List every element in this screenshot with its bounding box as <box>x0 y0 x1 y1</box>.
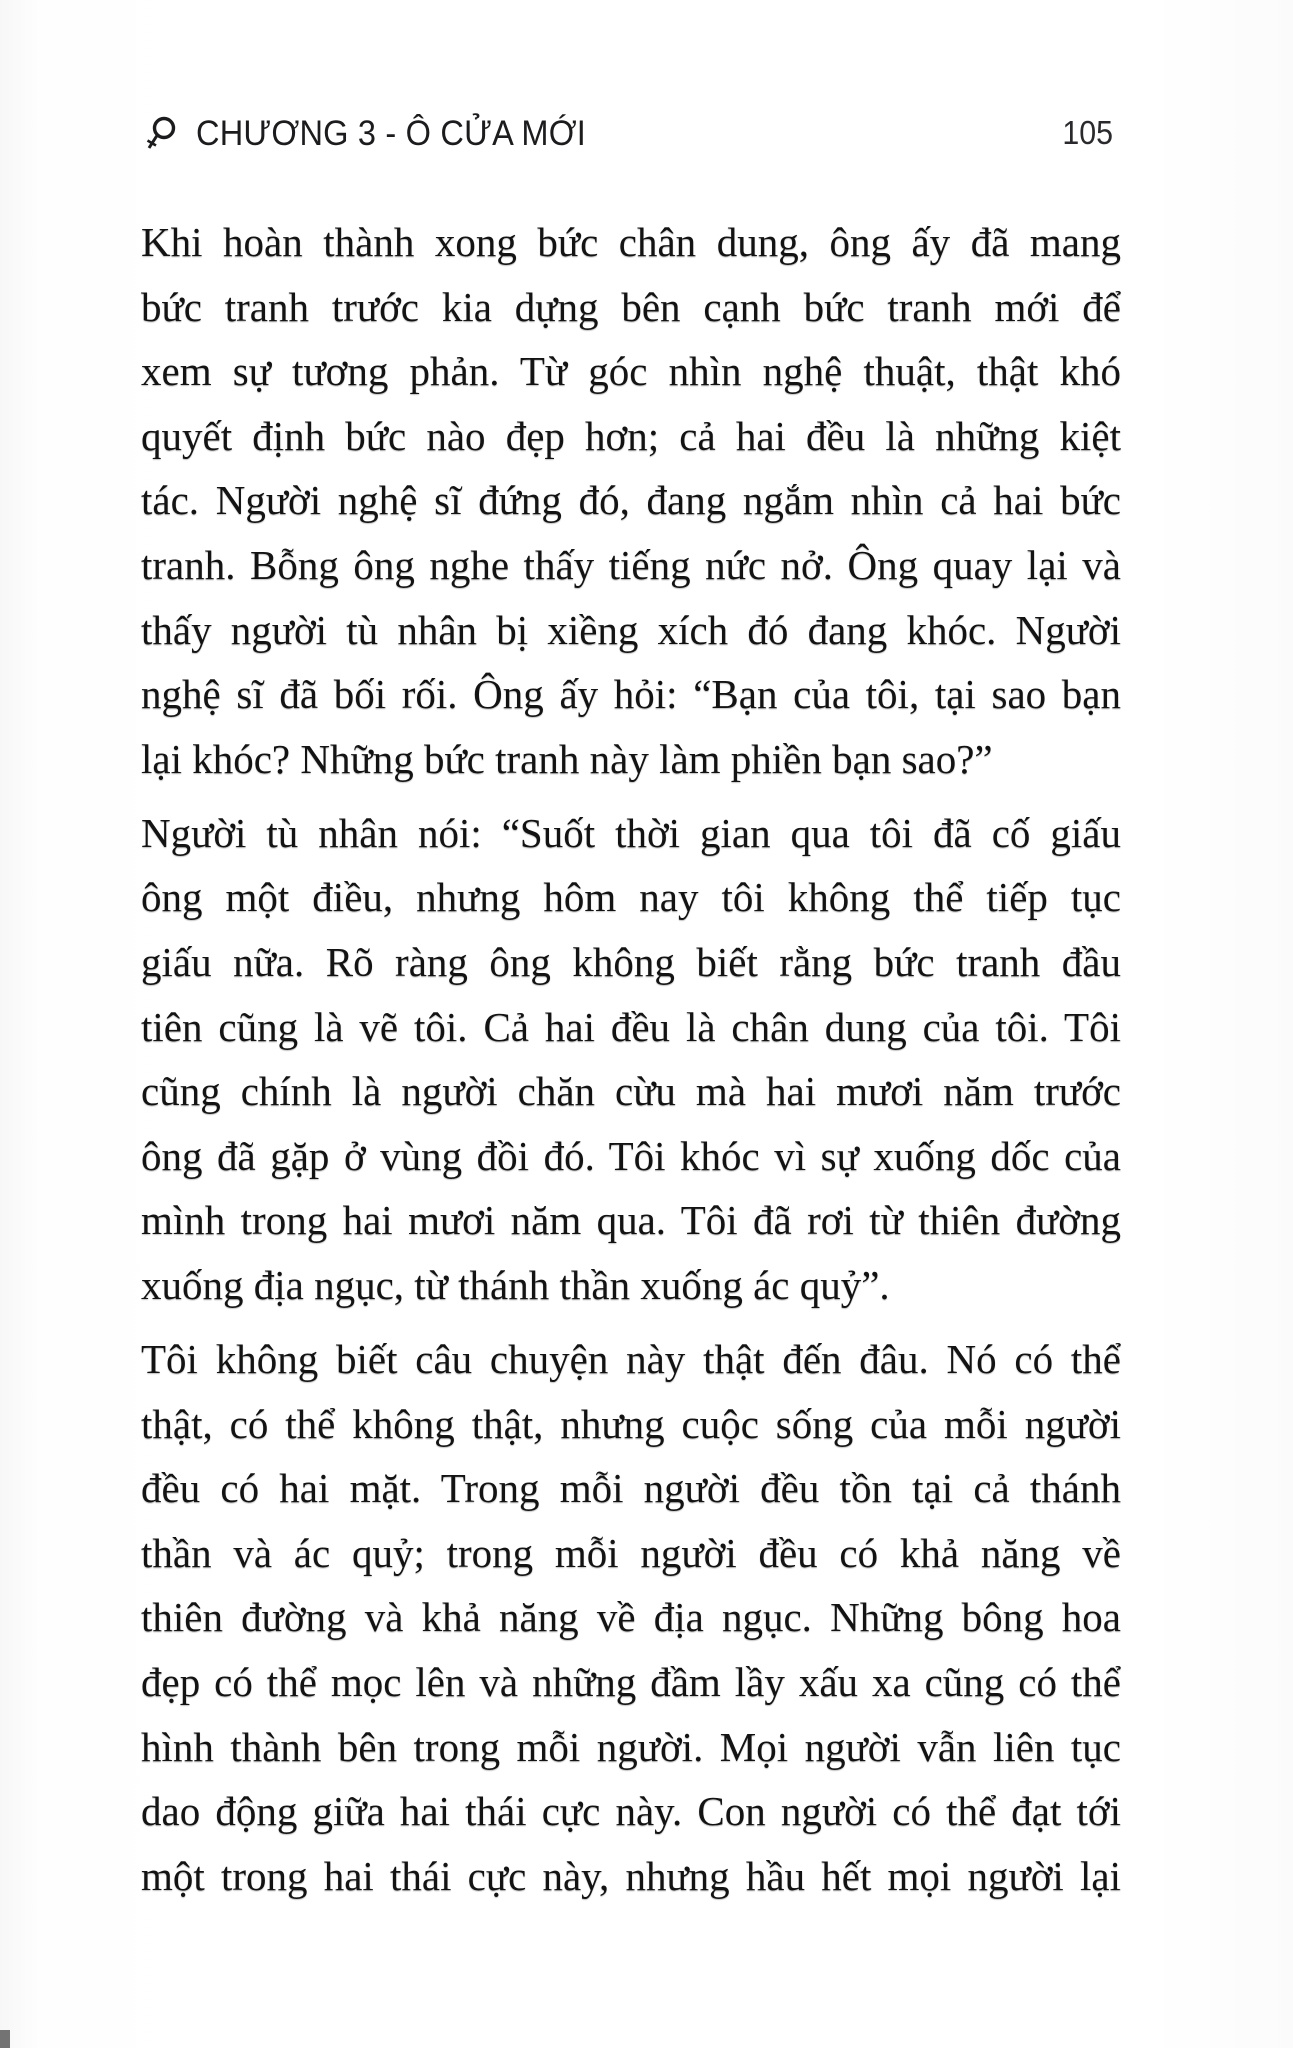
text-line: mình trong hai mươi năm qua. Tôi đã rơi từ thiên đường <box>141 1197 1121 1244</box>
text-line: tranh. Bỗng ông nghe thấy tiếng nức nở. Ông quay lại và <box>141 541 1121 588</box>
text-line: tác. Người nghệ sĩ đứng đó, đang ngắm nhìn cả hai bức <box>141 477 1121 524</box>
text-line: ông một điều, nhưng hôm nay tôi không thể tiếp tục <box>141 874 1121 921</box>
chapter-ornament-icon <box>146 114 176 154</box>
text-line: Tôi không biết câu chuyện này thật đến đâu. Nó có thể <box>141 1336 1121 1383</box>
text-line: giấu nữa. Rõ ràng ông không biết rằng bức tranh đầu <box>141 939 1121 986</box>
text-line: thấy người tù nhân bị xiềng xích đó đang khóc. Người <box>141 606 1121 653</box>
paragraph-1 <box>141 210 1121 791</box>
text-line: xuống địa ngục, từ thánh thần xuống ác quỷ”. <box>141 1262 890 1308</box>
paragraph-3 <box>141 1327 1121 1908</box>
text-line: thiên đường và khả năng về địa ngục. Những bông hoa <box>141 1594 1121 1641</box>
text-line: cũng chính là người chăn cừu mà hai mươi năm trước <box>141 1068 1121 1115</box>
text-line: đều có hai mặt. Trong mỗi người đều tồn tại cả thánh <box>141 1465 1121 1512</box>
text-line: Người tù nhân nói: “Suốt thời gian qua tôi đã cố giấu <box>141 809 1121 856</box>
chapter-title: CHƯƠNG 3 - Ô CỬA MỚI <box>196 114 587 153</box>
body-text <box>141 210 1121 1918</box>
running-header <box>146 112 615 156</box>
text-line: nghệ sĩ đã bối rối. Ông ấy hỏi: “Bạn của tôi, tại sao bạn <box>141 671 1121 718</box>
text-line: thật, có thể không thật, nhưng cuộc sống của mỗi người <box>141 1400 1121 1447</box>
text-line: Khi hoàn thành xong bức chân dung, ông ấy đã mang <box>141 219 1121 265</box>
text-line: hình thành bên trong mỗi người. Mọi người vẫn liên tục <box>141 1723 1121 1770</box>
page-edge-mark <box>0 2030 10 2048</box>
text-line: một trong hai thái cực này, nhưng hầu hết mọi người lại <box>141 1852 1121 1899</box>
text-line: dao động giữa hai thái cực này. Con người có thể đạt tới <box>141 1788 1121 1835</box>
text-line: quyết định bức nào đẹp hơn; cả hai đều là những kiệt <box>141 412 1121 459</box>
text-line: bức tranh trước kia dựng bên cạnh bức tranh mới để <box>141 283 1121 330</box>
text-line: thần và ác quỷ; trong mỗi người đều có khả năng về <box>141 1529 1121 1576</box>
text-line: lại khóc? Những bức tranh này làm phiền bạn sao?” <box>141 735 993 782</box>
text-line: ông đã gặp ở vùng đồi đó. Tôi khóc vì sự xuống dốc của <box>141 1132 1121 1179</box>
page-number: 105 <box>1062 114 1113 151</box>
text-line: xem sự tương phản. Từ góc nhìn nghệ thuật, thật khó <box>141 348 1121 395</box>
text-line: tiên cũng là vẽ tôi. Cả hai đều là chân dung của tôi. Tôi <box>141 1003 1121 1050</box>
text-line: đẹp có thể mọc lên và những đầm lầy xấu xa cũng có thể <box>141 1659 1121 1706</box>
paragraph-2 <box>141 801 1121 1318</box>
